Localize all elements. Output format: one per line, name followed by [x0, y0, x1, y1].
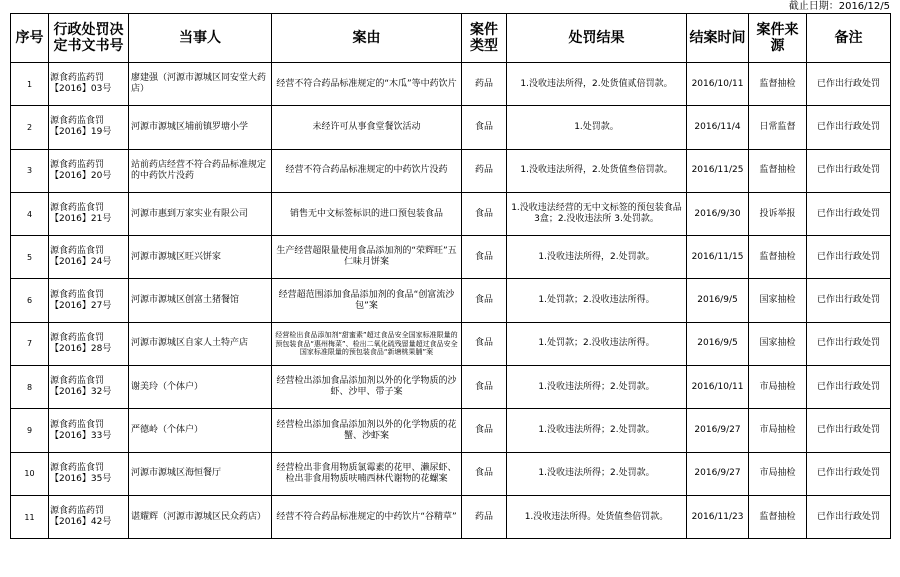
cell-source: 监督抽检 — [749, 149, 807, 192]
cell-type: 食品 — [462, 106, 507, 149]
cell-doc-no: 源食药监药罚【2016】42号 — [49, 495, 129, 538]
table-row — [11, 322, 891, 365]
table-row — [11, 192, 891, 235]
table-row — [11, 279, 891, 322]
cell-party: 河源市源城区海恒餐厅 — [129, 452, 272, 495]
cell-closed: 2016/9/5 — [687, 322, 749, 365]
cell-result: 1.没收违法所得；2.处罚款。 — [507, 452, 687, 495]
cell-source: 监督抽检 — [749, 63, 807, 106]
cell-cause: 经营不符合药品标准规定的“木瓜”等中药饮片 — [272, 63, 462, 106]
cell-closed: 2016/11/15 — [687, 236, 749, 279]
cell-note: 已作出行政处罚 — [807, 495, 891, 538]
header-row — [11, 14, 891, 63]
header-party: 当事人 — [129, 14, 272, 63]
cell-doc-no: 源食药监食罚【2016】35号 — [49, 452, 129, 495]
header-cause: 案由 — [272, 14, 462, 63]
table-row — [11, 452, 891, 495]
cell-result: 1.没收违法所得；2.处罚款。 — [507, 366, 687, 409]
cell-source: 投诉举报 — [749, 192, 807, 235]
cell-type: 食品 — [462, 322, 507, 365]
cell-doc-no: 源食药监食罚【2016】27号 — [49, 279, 129, 322]
cell-seq: 7 — [11, 322, 49, 365]
cell-doc-no: 源食药监食罚【2016】24号 — [49, 236, 129, 279]
cell-cause: 经营超范围添加食品添加剂的食品“创富流沙包”案 — [272, 279, 462, 322]
cell-seq: 4 — [11, 192, 49, 235]
cell-cause: 经营不符合药品标准规定的中药饮片“谷精草” — [272, 495, 462, 538]
cell-note: 已作出行政处罚 — [807, 236, 891, 279]
cell-closed: 2016/11/4 — [687, 106, 749, 149]
cell-result: 1.没收违法所得，2.处货值贰倍罚款。 — [507, 63, 687, 106]
header-note: 备注 — [807, 14, 891, 63]
cell-party: 谢美玲（个体户） — [129, 366, 272, 409]
cell-note: 已作出行政处罚 — [807, 366, 891, 409]
cell-closed: 2016/9/27 — [687, 409, 749, 452]
cell-doc-no: 源食药监食罚【2016】19号 — [49, 106, 129, 149]
header-closed: 结案时间 — [687, 14, 749, 63]
cell-type: 药品 — [462, 495, 507, 538]
cell-result: 1.没收违法经营的无中文标签的预包装食品3盒；2.没收违法所 3.处罚款。 — [507, 192, 687, 235]
cell-note: 已作出行政处罚 — [807, 409, 891, 452]
table-row — [11, 366, 891, 409]
cutoff-date: 截止日期：2016/12/5 — [788, 1, 890, 12]
cell-closed: 2016/9/27 — [687, 452, 749, 495]
cell-seq: 2 — [11, 106, 49, 149]
cell-seq: 8 — [11, 366, 49, 409]
cell-seq: 10 — [11, 452, 49, 495]
cell-result: 1.处罚款；2.没收违法所得。 — [507, 322, 687, 365]
cell-note: 已作出行政处罚 — [807, 452, 891, 495]
cell-type: 食品 — [462, 452, 507, 495]
cell-closed: 2016/10/11 — [687, 63, 749, 106]
cell-closed: 2016/11/23 — [687, 495, 749, 538]
cell-type: 食品 — [462, 409, 507, 452]
cell-seq: 9 — [11, 409, 49, 452]
cell-party: 河源市源城区旺兴饼家 — [129, 236, 272, 279]
table-row — [11, 149, 891, 192]
cell-note: 已作出行政处罚 — [807, 63, 891, 106]
cell-cause: 经营不符合药品标准规定的中药饮片没药 — [272, 149, 462, 192]
cell-cause: 经营检出食品添加剂“甜蜜素”超过食品安全国家标准限量的预包装食品“惠州梅菜”、检出二氧化硫残留量超过食品安全国家标准限量的预包装食品“新塘桃果脯”案 — [272, 322, 462, 365]
cell-doc-no: 源食药监药罚【2016】03号 — [49, 63, 129, 106]
cell-seq: 1 — [11, 63, 49, 106]
cell-party: 河源市源城区创富土猪餐馆 — [129, 279, 272, 322]
header-type: 案件类型 — [462, 14, 507, 63]
cell-party: 廖建强（河源市源城区同安堂大药店） — [129, 63, 272, 106]
cell-closed: 2016/9/5 — [687, 279, 749, 322]
penalty-table — [10, 13, 891, 539]
cell-party: 河源市源城区埔前镇罗塘小学 — [129, 106, 272, 149]
cell-seq: 3 — [11, 149, 49, 192]
cell-closed: 2016/10/11 — [687, 366, 749, 409]
cell-party: 严德岭（个体户） — [129, 409, 272, 452]
cell-type: 食品 — [462, 279, 507, 322]
cell-party: 河源市源城区自家人土特产店 — [129, 322, 272, 365]
cell-type: 食品 — [462, 236, 507, 279]
cell-cause: 生产经营超限量使用食品添加剂的“荣辉旺”五仁味月饼案 — [272, 236, 462, 279]
cell-seq: 5 — [11, 236, 49, 279]
cell-type: 食品 — [462, 192, 507, 235]
table-row — [11, 63, 891, 106]
header-doc-no: 行政处罚决定书文书号 — [49, 14, 129, 63]
cell-closed: 2016/11/25 — [687, 149, 749, 192]
cell-doc-no: 源食药监食罚【2016】33号 — [49, 409, 129, 452]
cell-source: 市局抽检 — [749, 409, 807, 452]
cell-party: 谌耀辉（河源市源城区民众药店） — [129, 495, 272, 538]
cell-cause: 销售无中文标签标识的进口预包装食品 — [272, 192, 462, 235]
cell-source: 国家抽检 — [749, 279, 807, 322]
table-row — [11, 106, 891, 149]
cell-doc-no: 源食药监食罚【2016】28号 — [49, 322, 129, 365]
cell-cause: 经营检出添加食品添加剂以外的化学物质的花蟹、沙虾案 — [272, 409, 462, 452]
cell-doc-no: 源食药监药罚【2016】20号 — [49, 149, 129, 192]
cell-type: 药品 — [462, 63, 507, 106]
cell-result: 1.没收违法所得，2.处罚款。 — [507, 236, 687, 279]
cell-seq: 11 — [11, 495, 49, 538]
cell-cause: 未经许可从事食堂餐饮活动 — [272, 106, 462, 149]
cell-note: 已作出行政处罚 — [807, 149, 891, 192]
cell-doc-no: 源食药监食罚【2016】21号 — [49, 192, 129, 235]
cell-result: 1.没收违法所得，2.处货值叁倍罚款。 — [507, 149, 687, 192]
cell-source: 市局抽检 — [749, 452, 807, 495]
cell-result: 1.没收违法所得；2.处罚款。 — [507, 409, 687, 452]
cell-note: 已作出行政处罚 — [807, 106, 891, 149]
cell-result: 1.没收违法所得。处货值叁倍罚款。 — [507, 495, 687, 538]
table-row — [11, 236, 891, 279]
header-seq: 序号 — [11, 14, 49, 63]
cell-doc-no: 源食药监食罚【2016】32号 — [49, 366, 129, 409]
header-result: 处罚结果 — [507, 14, 687, 63]
cell-source: 监督抽检 — [749, 495, 807, 538]
cell-party: 河源市惠到万家实业有限公司 — [129, 192, 272, 235]
cell-type: 药品 — [462, 149, 507, 192]
cell-seq: 6 — [11, 279, 49, 322]
cell-source: 国家抽检 — [749, 322, 807, 365]
table-row — [11, 409, 891, 452]
cell-closed: 2016/9/30 — [687, 192, 749, 235]
cell-result: 1.处罚款。 — [507, 106, 687, 149]
cell-cause: 经营检出非食用物质氯霉素的花甲、濑尿虾、检出非食用物质呋喃西林代谢物的花螺案 — [272, 452, 462, 495]
header-source: 案件来源 — [749, 14, 807, 63]
cell-source: 监督抽检 — [749, 236, 807, 279]
cell-type: 食品 — [462, 366, 507, 409]
cell-cause: 经营检出添加食品添加剂以外的化学物质的沙虾、沙甲、带子案 — [272, 366, 462, 409]
cell-note: 已作出行政处罚 — [807, 192, 891, 235]
cell-party: 站前药店经营不符合药品标准规定的中药饮片没药 — [129, 149, 272, 192]
cell-note: 已作出行政处罚 — [807, 279, 891, 322]
cell-result: 1.处罚款；2.没收违法所得。 — [507, 279, 687, 322]
cell-source: 市局抽检 — [749, 366, 807, 409]
cell-note: 已作出行政处罚 — [807, 322, 891, 365]
table-row — [11, 495, 891, 538]
cell-source: 日常监督 — [749, 106, 807, 149]
